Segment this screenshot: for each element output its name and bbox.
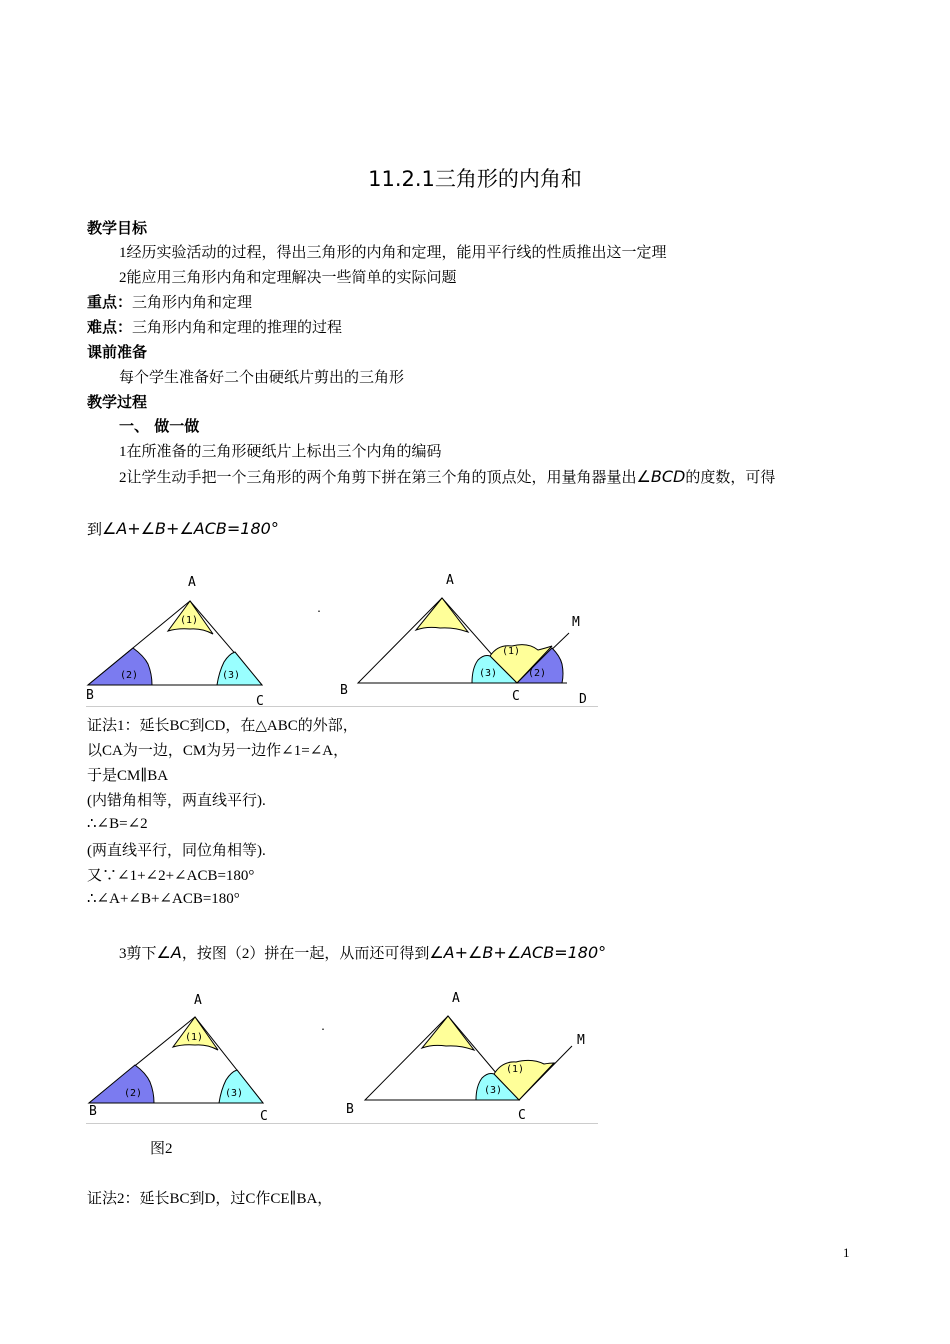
difficulty-text: 三角形内角和定理的推理的过程 bbox=[132, 320, 343, 336]
fig1r-vertex-b: B bbox=[340, 683, 348, 698]
prep-heading: 课前准备 bbox=[87, 343, 148, 361]
goals-heading: 教学目标 bbox=[87, 219, 148, 237]
fig1-vertex-b: B bbox=[86, 688, 94, 703]
proof1-line-3: 于是CM∥BA bbox=[87, 768, 169, 784]
page-title: 11.2.1三角形的内角和 bbox=[368, 167, 582, 191]
svg-text:.: . bbox=[320, 1022, 327, 1033]
proof1-line-1: 证法1：延长BC到CD，在△ABC的外部， bbox=[87, 718, 358, 734]
fig2-label-2: (2) bbox=[124, 1088, 143, 1099]
fig2-label-1: (1) bbox=[185, 1032, 204, 1043]
formula-2: ∠A+∠B+∠ACB=180° bbox=[429, 943, 607, 962]
proof2-line-1: 证法2：延长BC到D，过C作CE∥BA， bbox=[87, 1191, 333, 1207]
fig2-vertex-c: C bbox=[260, 1109, 268, 1124]
fig1-right-figure bbox=[340, 573, 587, 707]
goal-item-1: 1经历实验活动的过程，得出三角形的内角和定理，能用平行线的性质推出这一定理 bbox=[119, 245, 667, 261]
process-heading: 教学过程 bbox=[87, 393, 148, 411]
step-2-text-c: 到 bbox=[87, 522, 103, 538]
goal-item-2: 2能应用三角形内角和定理解决一些简单的实际问题 bbox=[119, 270, 457, 286]
fig2r-label-1: (1) bbox=[506, 1064, 525, 1075]
svg-text:.: . bbox=[316, 604, 323, 615]
fig2-label-3: (3) bbox=[225, 1088, 244, 1099]
step-2 bbox=[119, 466, 775, 487]
fig2-vertex-a: A bbox=[194, 993, 202, 1008]
step-3-text-a: 3剪下 bbox=[119, 946, 157, 962]
key-point-label: 重点： bbox=[87, 293, 133, 311]
proof1-line-5: ∴∠B=∠2 bbox=[87, 816, 148, 832]
fig1r-label-1: (1) bbox=[502, 646, 521, 657]
key-point-text: 三角形内角和定理 bbox=[132, 295, 253, 311]
proof1-line-8: ∴∠A+∠B+∠ACB=180° bbox=[87, 891, 240, 907]
page-number: 1 bbox=[843, 1245, 850, 1260]
fig2-right-figure bbox=[346, 991, 585, 1123]
fig1r-vertex-m: M bbox=[572, 615, 580, 630]
figure-1 bbox=[82, 568, 602, 708]
difficulty-label: 难点： bbox=[87, 318, 133, 336]
figure-1-divider bbox=[86, 706, 598, 707]
step-2-text-b: 的度数，可得 bbox=[685, 470, 776, 486]
fig1r-cut-angle-1 bbox=[416, 598, 468, 632]
step-3 bbox=[119, 942, 606, 963]
figure-2-divider bbox=[86, 1123, 598, 1124]
proof1-line-7: 又∵∠1+∠2+∠ACB=180° bbox=[87, 868, 255, 884]
figure-2 bbox=[82, 986, 602, 1124]
step-2-result bbox=[87, 518, 279, 539]
proof1-line-2: 以CA为一边，CM为另一边作∠1=∠A， bbox=[87, 743, 349, 759]
difficulty bbox=[87, 316, 342, 337]
step-2-text-a: 2让学生动手把一个三角形的两个角剪下拼在第三个角的顶点处，用量角器量出 bbox=[119, 470, 637, 486]
fig2r-vertex-a: A bbox=[452, 991, 460, 1006]
angle-a: ∠A bbox=[156, 943, 182, 962]
fig2r-vertex-c: C bbox=[518, 1108, 526, 1123]
fig1r-vertex-d: D bbox=[579, 692, 587, 707]
fig1-vertex-a: A bbox=[188, 575, 196, 590]
formula-1: ∠A+∠B+∠ACB=180° bbox=[102, 519, 279, 538]
fig1r-label-2: (2) bbox=[528, 668, 547, 679]
section1-heading: 一、 做一做 bbox=[119, 417, 200, 435]
fig1-left-triangle bbox=[86, 575, 264, 708]
step-3-text-b: ，按图（2）拼在一起，从而还可得到 bbox=[181, 946, 430, 962]
fig2r-cut-angle-1 bbox=[422, 1016, 474, 1050]
key-point bbox=[87, 291, 252, 312]
fig2-caption: 图2 bbox=[150, 1141, 173, 1157]
prep-text: 每个学生准备好二个由硬纸片剪出的三角形 bbox=[119, 370, 405, 386]
fig1-label-2: (2) bbox=[120, 670, 139, 681]
fig2r-vertex-m: M bbox=[577, 1033, 585, 1048]
fig2-vertex-b: B bbox=[89, 1104, 97, 1119]
fig1-vertex-c: C bbox=[256, 694, 264, 708]
fig2-left-triangle bbox=[89, 993, 268, 1124]
proof1-line-4: (内错角相等，两直线平行). bbox=[87, 793, 266, 809]
fig2-angle-2 bbox=[89, 1065, 154, 1103]
fig1r-vertex-c: C bbox=[512, 689, 520, 704]
fig1r-vertex-a: A bbox=[446, 573, 454, 588]
fig1-label-1: (1) bbox=[180, 615, 199, 626]
fig1r-label-3: (3) bbox=[479, 668, 498, 679]
step-1: 1在所准备的三角形硬纸片上标出三个内角的编码 bbox=[119, 444, 442, 460]
proof1-line-6: (两直线平行，同位角相等). bbox=[87, 843, 266, 859]
fig2r-vertex-b: B bbox=[346, 1102, 354, 1117]
fig1-label-3: (3) bbox=[222, 670, 241, 681]
angle-bcd: ∠BCD bbox=[636, 467, 686, 486]
fig2r-label-3: (3) bbox=[484, 1085, 503, 1096]
